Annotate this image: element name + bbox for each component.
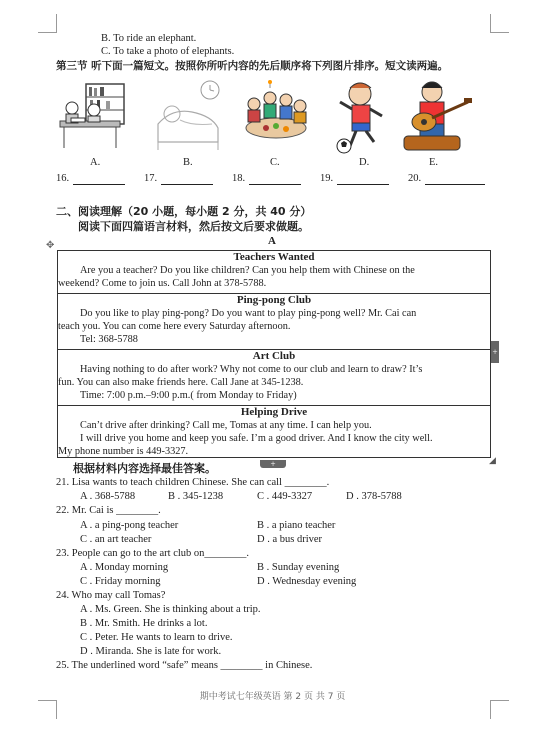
add-column-handle-icon[interactable]: + [491,341,499,363]
option-b: B. To ride an elephant. [101,33,197,44]
ad-line: Do you like to play ping-pong? Do you want to play ping-pong well? Mr. Cai can [80,308,417,319]
ad-pingpong-club [58,293,490,350]
corner-mark-bottom-left [38,700,57,719]
question-24: 24. Who may call Tomas? [56,590,166,601]
ad-title: Helping Drive [240,406,308,418]
corner-mark-top-right [490,14,509,33]
ad-line: My phone number is 449-3327. [58,446,189,457]
ad-teachers-wanted [58,251,490,293]
picture-label-b: B. [183,157,193,168]
picture-label-e: E. [429,157,439,168]
question-22: 22. Mr. Cai is ________. [56,505,161,516]
reading-heading: 二、阅读理解（20 小题，每小题 2 分，共 40 分） [56,205,312,218]
question-25: 25. The underlined word “safe” means ________ in Chinese. [56,660,313,671]
picture-label-c: C. [270,157,280,168]
ad-line: Time: 7:00 p.m.–9:00 p.m.( from Monday to Friday) [80,390,297,401]
answer-blank-18[interactable]: 18. [232,172,301,185]
answer-blank-16[interactable]: 16. [56,172,125,185]
family-dinner-icon [240,76,312,156]
ad-title: Teachers Wanted [233,251,315,263]
option-22c[interactable]: C . an art teacher [80,534,152,545]
option-24b[interactable]: B . Mr. Smith. He drinks a lot. [80,618,208,629]
option-24a[interactable]: A . Ms. Green. She is thinking about a trip. [80,604,261,615]
page-footer: 期中考试七年级英语 第 2 页 共 7 页 [199,692,346,702]
option-21d[interactable]: D . 378-5788 [346,491,402,502]
boy-football-icon [330,76,402,156]
corner-mark-bottom-right [490,700,509,719]
ad-title: Ping-pong Club [236,294,312,306]
ad-line: Having nothing to do after work? Why not come to our club and learn to draw? It’s [80,364,423,375]
ad-line: Tel: 368-5788 [80,334,138,345]
option-23a[interactable]: A . Monday morning [80,562,169,573]
boy-sleeping-icon [152,76,224,156]
picture-label-a: A. [90,157,101,168]
ad-title: Art Club [252,350,296,362]
ads-table [57,250,491,458]
reading-children-icon [56,76,128,156]
questions-instruction: 根据材料内容选择最佳答案。 [73,462,216,475]
passage-label: A [268,235,276,247]
answer-blank-17[interactable]: 17. [144,172,213,185]
picture-label-d: D. [359,157,370,168]
ad-line: Are you a teacher? Do you like children? Can you help them with Chinese on the [80,265,415,276]
option-21c[interactable]: C . 449-3327 [257,491,313,502]
ad-line: fun. You can also make friends here. Call Jane at 345-1238. [58,377,304,388]
reading-instruction: 阅读下面四篇语言材料，然后按文后要求做题。 [78,220,309,233]
table-move-handle-icon[interactable]: ✥ [46,240,55,251]
answer-blank-19[interactable]: 19. [320,172,389,185]
add-row-handle-icon[interactable]: + [260,460,286,468]
question-21: 21. Lisa wants to teach children Chinese. She can call ________. [56,477,330,488]
ad-art-club [58,349,490,406]
option-24d[interactable]: D . Miranda. She is late for work. [80,646,222,657]
ad-helping-drive [58,405,490,459]
option-23d[interactable]: D . Wednesday evening [257,576,357,587]
corner-mark-top-left [38,14,57,33]
option-22d[interactable]: D . a bus driver [257,534,323,545]
section3-title: 第三节 听下面一篇短文。按照你所听内容的先后顺序将下列图片排序。短文读两遍。 [56,60,449,72]
option-c: C. To take a photo of elephants. [101,46,235,57]
table-resize-handle-icon[interactable]: ◢ [489,455,496,465]
option-21a[interactable]: A . 368-5788 [80,491,136,502]
option-22b[interactable]: B . a piano teacher [257,520,336,531]
option-24c[interactable]: C . Peter. He wants to learn to drive. [80,632,233,643]
option-22a[interactable]: A . a ping-pong teacher [80,520,179,531]
man-guitar-icon [398,76,478,156]
option-23c[interactable]: C . Friday morning [80,576,161,587]
option-21b[interactable]: B . 345-1238 [168,491,224,502]
ad-line: I will drive you home and keep you safe. I’m a good driver. And I know the city well. [80,433,433,444]
question-23: 23. People can go to the art club on________. [56,548,250,559]
ad-line: weekend? Come to join us. Call John at 378-5788. [58,278,267,289]
answer-blank-20[interactable]: 20. [408,172,485,185]
ad-line: teach you. You can come here every Saturday afternoon. [58,321,291,332]
option-23b[interactable]: B . Sunday evening [257,562,340,573]
ad-line: Can’t drive after drinking? Call me, Tomas at any time. I can help you. [80,420,372,431]
